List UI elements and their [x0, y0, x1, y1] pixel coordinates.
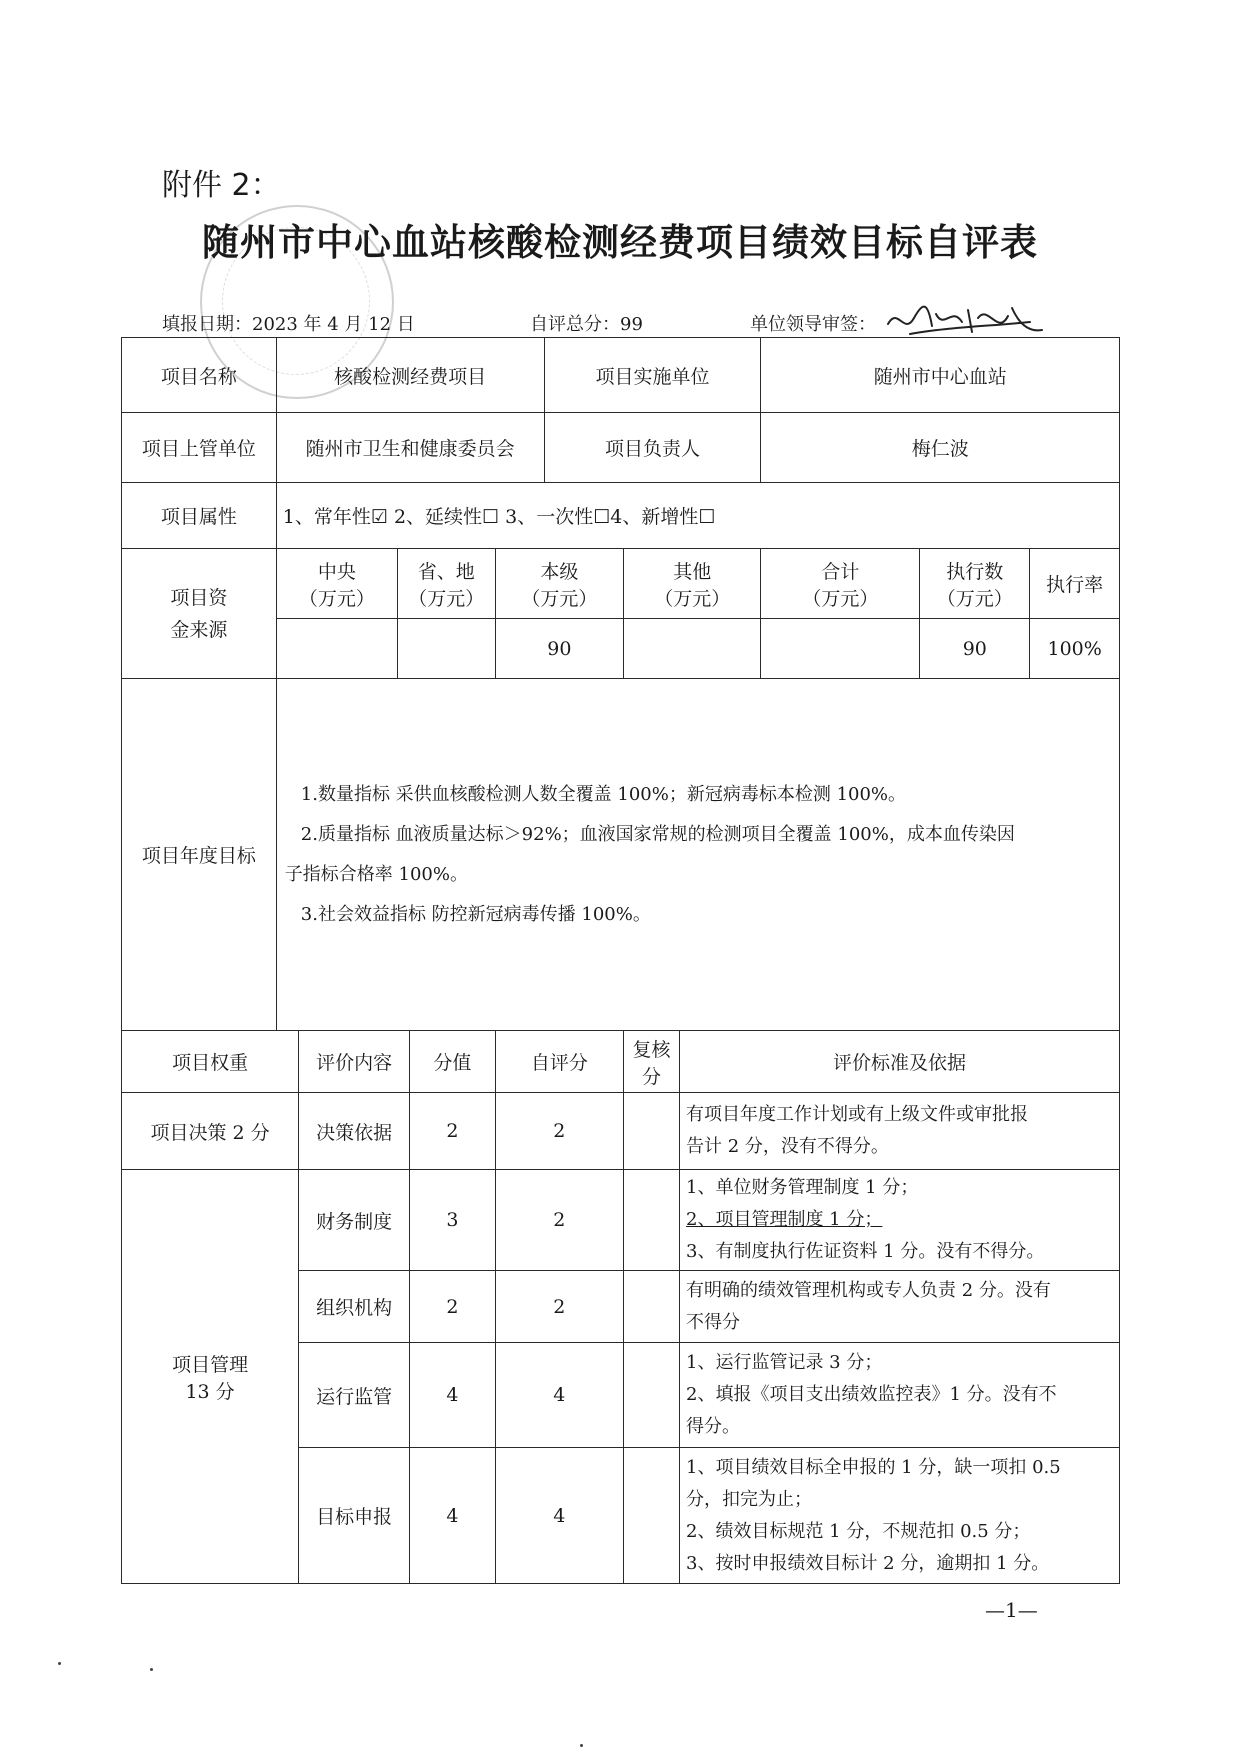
goals-content — [276, 679, 1119, 1031]
mgmt-monitor-content: 运行监管 — [299, 1343, 410, 1448]
leader-label: 项目负责人 — [544, 413, 761, 483]
funds-value-province — [397, 619, 495, 679]
funds-header-rate: 执行率 — [1030, 549, 1120, 619]
evaluation-table — [121, 337, 1120, 1584]
header-content: 评价内容 — [299, 1031, 410, 1093]
mgmt-finance-self: 2 — [495, 1170, 623, 1271]
funds-value-rate: 100% — [1030, 619, 1120, 679]
mgmt-finance-criteria: 1、单位财务管理制度 1 分； 2、项目管理制度 1 分； 3、有制度执行佐证资料 1 分。没有不得分。 — [680, 1170, 1120, 1271]
row-eval-headers — [122, 1031, 1120, 1093]
funds-header-province: 省、地 （万元） — [397, 549, 495, 619]
decision-weight: 项目决策 2 分 — [122, 1093, 299, 1170]
decision-content: 决策依据 — [299, 1093, 410, 1170]
page-number: —1— — [985, 1598, 1038, 1622]
leader-review-label: 单位领导审签： — [750, 314, 876, 335]
header-criteria: 评价标准及依据 — [680, 1031, 1120, 1093]
scan-speck — [580, 1744, 583, 1747]
header-score: 分值 — [410, 1031, 496, 1093]
funds-value-local: 90 — [495, 619, 623, 679]
mgmt-target-criteria: 1、项目绩效目标全申报的 1 分，缺一项扣 0.5 分，扣完为止； 2、绩效目标规范 1 分，不规范扣 0.5 分； 3、按时申报绩效目标计 2 分，逾期扣 1 分。 — [680, 1448, 1120, 1584]
decision-criteria: 有项目年度工作计划或有上级文件或审批报 告计 2 分，没有不得分。 — [680, 1093, 1120, 1170]
row-decision — [122, 1093, 1120, 1170]
mgmt-finance-score: 3 — [410, 1170, 496, 1271]
header-review: 复核分 — [624, 1031, 680, 1093]
mgmt-org-score: 2 — [410, 1271, 496, 1343]
management-weight: 项目管理 13 分 — [122, 1170, 299, 1584]
leader-value: 梅仁波 — [761, 413, 1120, 483]
attr-value: 1、常年性☑ 2、延续性☐ 3、一次性☐4、新增性☐ — [276, 483, 1119, 549]
goal-quality: 2.质量指标 血液质量达标＞92%；血液国家常规的检测项目全覆盖 100%，成本血传染因 — [300, 823, 1015, 845]
self-score-total: 自评总分：99 — [530, 314, 643, 335]
decision-score: 2 — [410, 1093, 496, 1170]
decision-self: 2 — [495, 1093, 623, 1170]
funds-value-executed: 90 — [920, 619, 1030, 679]
document-title: 随州市中心血站核酸检测经费项目绩效目标自评表 — [202, 221, 1038, 264]
funds-value-total — [761, 619, 920, 679]
funds-value-other — [624, 619, 761, 679]
attr-label: 项目属性 — [122, 483, 277, 549]
goal-quantity: 1.数量指标 采供血核酸检测人数全覆盖 100%；新冠病毒标本检测 100%。 — [300, 783, 907, 805]
mgmt-org-self: 2 — [495, 1271, 623, 1343]
header-weight: 项目权重 — [122, 1031, 299, 1093]
mgmt-monitor-criteria: 1、运行监管记录 3 分； 2、填报《项目支出绩效监控表》1 分。没有不 得分。 — [680, 1343, 1120, 1448]
project-name-label: 项目名称 — [122, 338, 277, 413]
mgmt-monitor-review — [624, 1343, 680, 1448]
supervisor-value: 随州市卫生和健康委员会 — [276, 413, 544, 483]
row-supervisor — [122, 413, 1120, 483]
project-name-value: 核酸检测经费项目 — [276, 338, 544, 413]
goal-quality-cont: 子指标合格率 100%。 — [284, 863, 468, 885]
funds-header-other: 其他 （万元） — [624, 549, 761, 619]
header-self: 自评分 — [495, 1031, 623, 1093]
row-annual-goals — [122, 679, 1120, 1031]
mgmt-org-review — [624, 1271, 680, 1343]
goal-social: 3.社会效益指标 防控新冠病毒传播 100%。 — [300, 903, 651, 925]
mgmt-target-review — [624, 1448, 680, 1584]
fill-date: 填报日期：2023 年 4 月 12 日 — [162, 314, 415, 335]
funds-header-central: 中央 （万元） — [276, 549, 397, 619]
scan-speck — [150, 1668, 153, 1671]
impl-unit-label: 项目实施单位 — [544, 338, 761, 413]
row-mgmt-finance — [122, 1170, 1120, 1271]
attachment-label: 附件 2： — [162, 168, 281, 203]
mgmt-org-content: 组织机构 — [299, 1271, 410, 1343]
row-funds-header — [122, 549, 1120, 619]
mgmt-org-criteria: 有明确的绩效管理机构或专人负责 2 分。没有 不得分 — [680, 1271, 1120, 1343]
mgmt-target-score: 4 — [410, 1448, 496, 1584]
funds-value-central — [276, 619, 397, 679]
row-attributes — [122, 483, 1120, 549]
supervisor-label: 项目上管单位 — [122, 413, 277, 483]
funds-label: 项目资金来源 — [122, 549, 277, 679]
mgmt-monitor-score: 4 — [410, 1343, 496, 1448]
funds-header-local: 本级 （万元） — [495, 549, 623, 619]
funds-header-executed: 执行数 （万元） — [920, 549, 1030, 619]
decision-review — [624, 1093, 680, 1170]
mgmt-target-content: 目标申报 — [299, 1448, 410, 1584]
mgmt-monitor-self: 4 — [495, 1343, 623, 1448]
goals-label: 项目年度目标 — [122, 679, 277, 1031]
mgmt-target-self: 4 — [495, 1448, 623, 1584]
scan-speck — [58, 1662, 61, 1665]
row-project-name — [122, 338, 1120, 413]
mgmt-finance-review — [624, 1170, 680, 1271]
funds-header-total: 合计 （万元） — [761, 549, 920, 619]
mgmt-finance-content: 财务制度 — [299, 1170, 410, 1271]
impl-unit-value: 随州市中心血站 — [761, 338, 1120, 413]
